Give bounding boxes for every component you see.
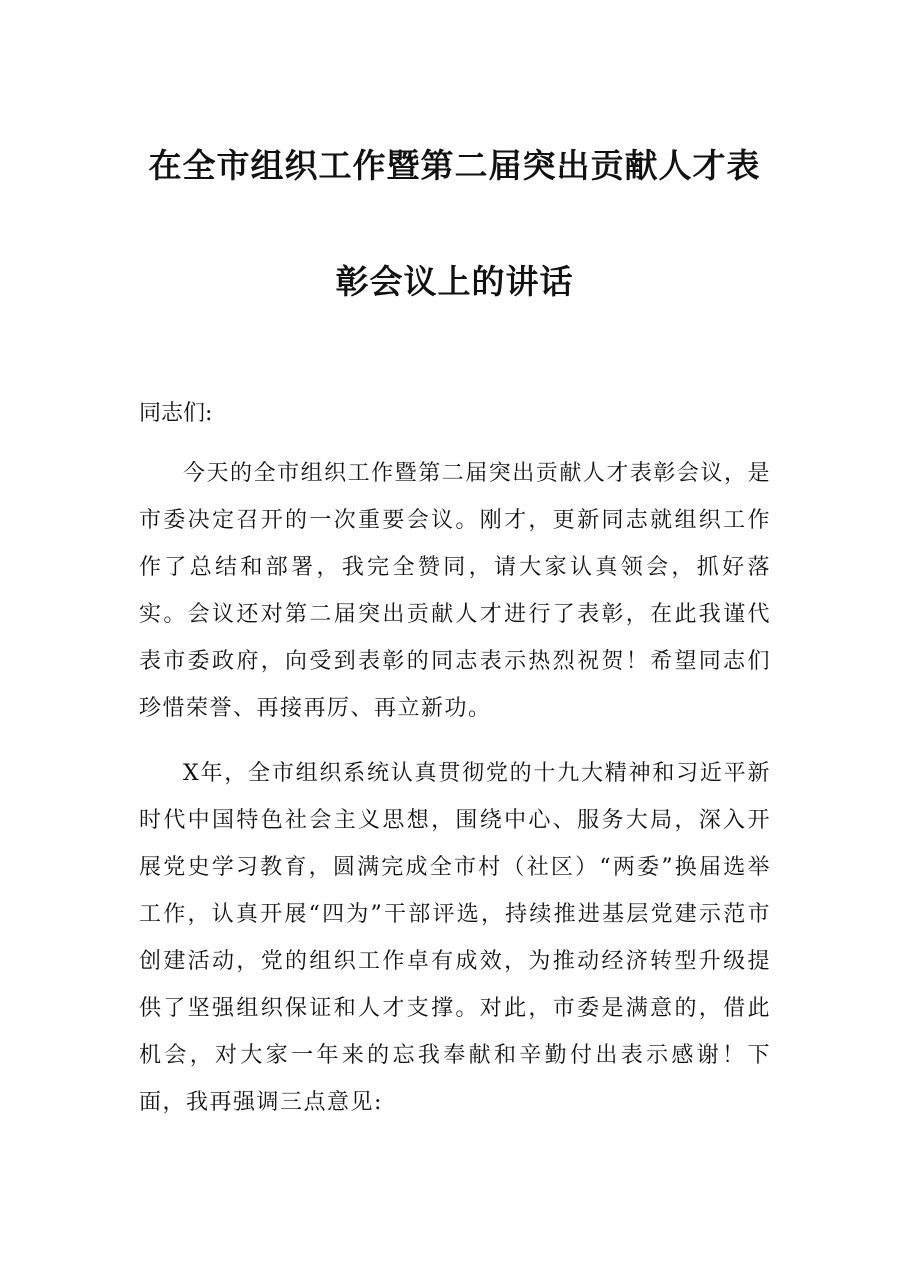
paragraph-1: 今天的全市组织工作暨第二届突出贡献人才表彰会议，是市委决定召开的一次重要会议。刚才，更新同志就组织工作作了总结和部署，我完全赞同，请大家认真领会，抓好落实。会议还对第二届突出贡献人才进行了表彰，在此我谨代表市委政府，向受到表彰的同志表示热烈祝贺！希望同志们珍惜荣誉、再接再厉、再立新功。 xyxy=(139,461,771,721)
paragraph-2: X年，全市组织系统认真贯彻党的十九大精神和习近平新时代中国特色社会主义思想，围绕中心、服务大局，深入开展党史学习教育，圆满完成全市村（社区）“两委”换届选举工作，认真开展“四为”干部评选，持续推进基层党建示范市创建活动，党的组织工作卓有成效，为推动经济转型升级提供了坚强组织保证和人才支撑。对此，市委是满意的，借此机会，对大家一年来的忘我奉献和辛勤付出表示感谢！下面，我再强调三点意见: xyxy=(139,761,771,1115)
greeting: 同志们: xyxy=(139,401,213,426)
document-title-line-1: 在全市组织工作暨第二届突出贡献人才表 xyxy=(148,146,761,185)
document-title-line-2: 彰会议上的讲话 xyxy=(335,262,574,301)
